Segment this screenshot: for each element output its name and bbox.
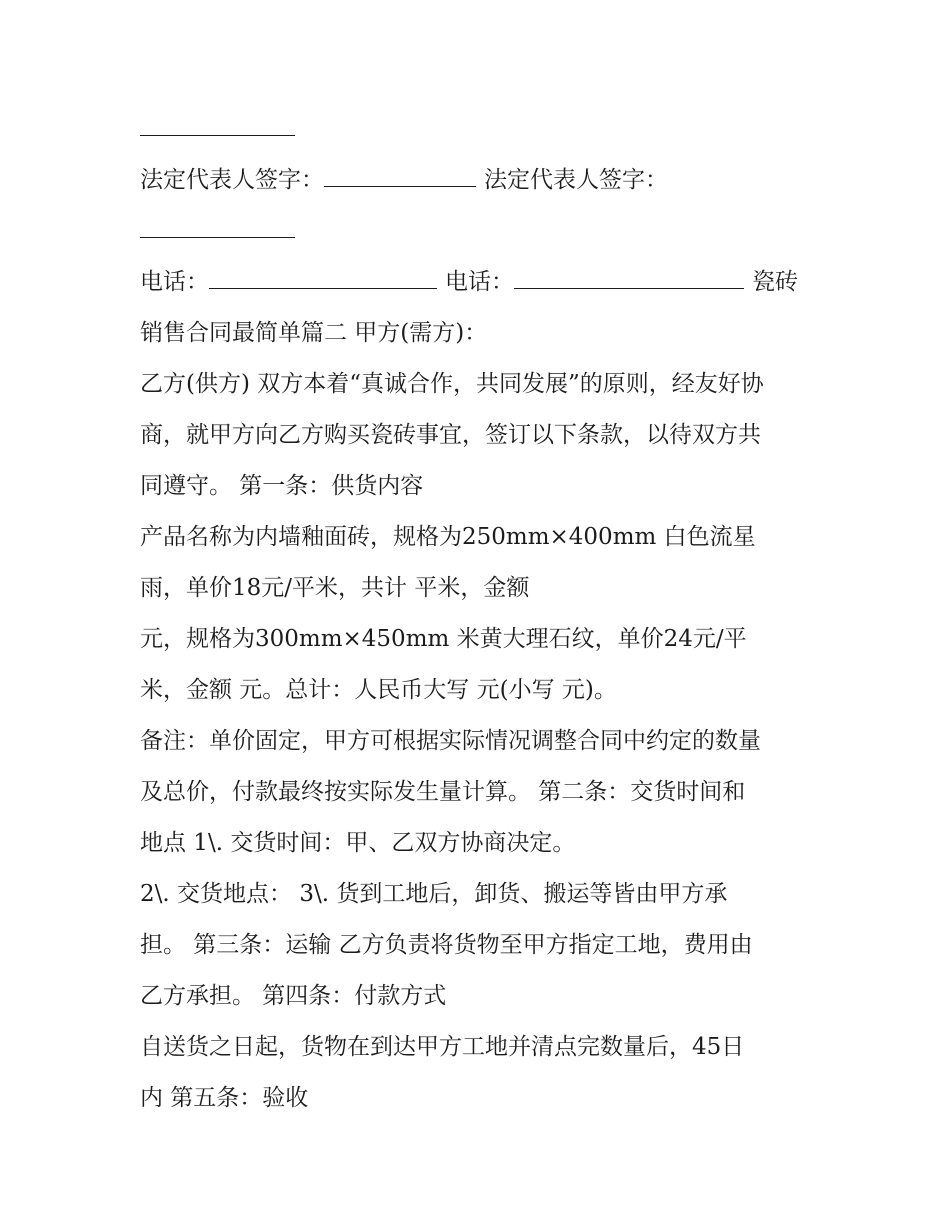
text-line: 乙方(供方) 双方本着“真诚合作，共同发展”的原则，经友好协 [140,371,764,397]
text-line: 米，金额 元。总计：人民币大写 元(小写 元)。 [140,677,617,703]
text-line: 自送货之日起，货物在到达甲方工地并清点完数量后，45日 [140,1034,745,1060]
phone-line [140,257,820,308]
signature-blank-line [140,104,820,155]
text-line: 同遵守。 第一条：供货内容 [140,473,424,499]
signature-blank [140,113,295,136]
phone-blank-a [209,266,437,289]
legal-rep-signature-line [140,155,820,206]
signature-blank-line-2 [140,206,820,257]
text-line: 担。 第三条：运输 乙方负责将货物至甲方指定工地，费用由 [140,932,753,958]
phone-label-b: 电话： [445,269,514,295]
text-line: 2\. 交货地点： 3\. 货到工地后，卸货、搬运等皆由甲方承 [140,881,728,907]
text-line: 销售合同最简单篇二 甲方(需方)： [140,320,488,346]
text-line: 元，规格为300mm×450mm 米黄大理石纹，单价24元/平 [140,626,747,652]
legal-rep-signature-blank-a [324,164,476,187]
legal-rep-signature-blank-b [140,215,295,238]
legal-rep-signature-label-a: 法定代表人签字： [140,167,324,193]
document-body [140,104,820,1124]
phone-label-a: 电话： [140,269,209,295]
text-line: 产品名称为内墙釉面砖，规格为250mm×400mm 白色流星 [140,524,756,550]
text-line: 雨，单价18元/平米，共计 平米，金额 [140,575,530,601]
text-line: 备注：单价固定，甲方可根据实际情况调整合同中约定的数量 [140,728,761,754]
text-line: 内 第五条：验收 [140,1085,309,1111]
legal-rep-signature-label-b: 法定代表人签字： [484,167,668,193]
text-line: 商，就甲方向乙方购买瓷砖事宜，签订以下条款，以待双方共 [140,422,761,448]
doc-title-part: 瓷砖 [752,269,798,295]
text-line: 地点 1\. 交货时间：甲、乙双方协商决定。 [140,830,576,856]
phone-blank-b [514,266,744,289]
text-line: 乙方承担。 第四条：付款方式 [140,983,447,1009]
text-line: 及总价，付款最终按实际发生量计算。 第二条：交货时间和 [140,779,746,805]
